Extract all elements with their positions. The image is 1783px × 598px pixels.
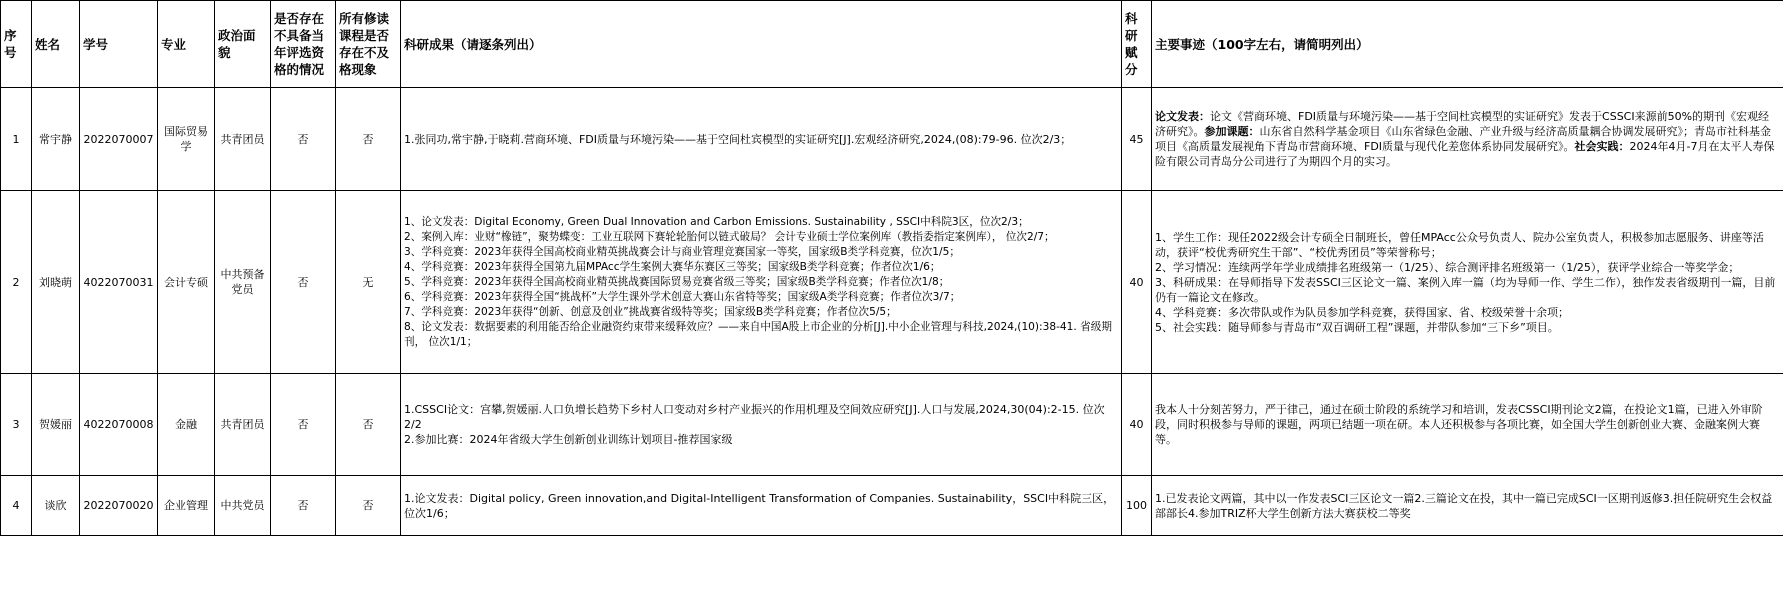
- cell-ineligible: 否: [271, 374, 336, 476]
- table-row: [1, 88, 1783, 191]
- cell-failed: 无: [336, 191, 401, 374]
- cell-ineligible: 否: [271, 88, 336, 191]
- deeds-text: 2024年4月-7月在太平人寿保险有限公司青岛分公司进行了为期四个月的实习。: [1155, 140, 1775, 168]
- deeds-label: 论文发表：: [1155, 110, 1210, 123]
- cell-deeds: [1152, 191, 1783, 374]
- cell-political: 中共党员: [215, 476, 271, 536]
- cell-deeds: 1.已发表论文两篇，其中以一作发表SCI三区论文一篇2.三篇论文在投，其中一篇已完成SCI一区期刊返修3.担任院研究生会权益部部长4.参加TRIZ杯大学生创新方法大赛获校二等奖: [1152, 476, 1783, 536]
- header-score: 科研赋分: [1122, 1, 1152, 88]
- deeds-item: 3、科研成果：在导师指导下发表SSCI三区论文一篇、案例入库一篇（均为导师一作、学生二作），独作发表省级期刊一篇，目前仍有一篇论文在修改。: [1155, 275, 1776, 304]
- cell-seq: 4: [1, 476, 32, 536]
- cell-ineligible: 否: [271, 191, 336, 374]
- cell-major: 金融: [158, 374, 215, 476]
- deeds-label: 社会实践：: [1574, 140, 1630, 153]
- cell-name: 贺媛丽: [32, 374, 80, 476]
- cell-deeds: 我本人十分刻苦努力，严于律己，通过在硕士阶段的系统学习和培训，发表CSSCI期刊论文2篇，在投论文1篇，已进入外审阶段，同时积极参与导师的课题，两项已结题一项在研。本人还积极参与各项比赛，如全国大学生创新创业大赛、金融案例大赛等。: [1152, 374, 1783, 476]
- deeds-item: 5、社会实践：随导师参与青岛市“双百调研工程”课题，并带队参加“三下乡”项目。: [1155, 320, 1559, 334]
- research-item: 7、学科竞赛：2023年获得“创新、创意及创业”挑战赛省级特等奖；国家级B类学科竞赛；作者位次5/5；: [404, 305, 897, 318]
- cell-failed: 否: [336, 476, 401, 536]
- header-research: 科研成果（请逐条列出）: [401, 1, 1122, 88]
- cell-research: [401, 476, 1122, 536]
- header-major: 专业: [158, 1, 215, 88]
- cell-research: [401, 88, 1122, 191]
- research-item: 2、案例入库：业财“橡链”，聚势蝶变：工业互联网下赛轮轮胎何以链式破局？ 会计专业硕士学位案例库（教指委指定案例库）， 位次2/7；: [404, 230, 1055, 243]
- deeds-text: 山东省自然科学基金项目《山东省绿色金融、产业升级与经济高质量耦合协调发展研究》；青岛市社科基金项目《高质量发展视角下青岛市营商环境、FDI质量与现代化差您体系协同发展研究》。: [1155, 125, 1771, 153]
- header-seq: 序号: [1, 1, 32, 88]
- header-deeds: 主要事迹（100字左右，请简明列出）: [1152, 1, 1783, 88]
- cell-political: 中共预备党员: [215, 191, 271, 374]
- cell-student-id: 4022070008: [80, 374, 158, 476]
- research-item: 1.张同功,常宇静,于晓莉.营商环境、FDI质量与环境污染——基于空间杜宾模型的实证研究[J].宏观经济研究,2024,(08):79-96. 位次2/3；: [404, 132, 1072, 146]
- cell-name: 常宇静: [32, 88, 80, 191]
- cell-score: 45: [1122, 88, 1152, 191]
- cell-political: 共青团员: [215, 88, 271, 191]
- cell-political: 共青团员: [215, 374, 271, 476]
- cell-score: 100: [1122, 476, 1152, 536]
- research-item: 2.参加比赛：2024年省级大学生创新创业训练计划项目-推荐国家级: [404, 433, 733, 446]
- table-row: [1, 476, 1783, 536]
- research-item: 1.论文发表：Digital policy, Green innovation,and Digital-Intelligent Transformation of Companies. Sustainability，SSCI中科院三区，位次1/6；: [404, 491, 1115, 520]
- cell-score: 40: [1122, 191, 1152, 374]
- research-item: 1、论文发表：Digital Economy, Green Dual Innovation and Carbon Emissions. Sustainability , SSCI中科院3区，位次2/3；: [404, 215, 1029, 228]
- cell-name: 谈欣: [32, 476, 80, 536]
- research-item: 4、学科竞赛：2023年获得全国第九届MPAcc学生案例大赛华东赛区三等奖；国家级B类学科竞赛；作者位次1/6；: [404, 260, 941, 273]
- header-political: 政治面貌: [215, 1, 271, 88]
- deeds-item: 2、学习情况：连续两学年学业成绩排名班级第一（1/25）、综合测评排名班级第一（1/25），获评学业综合一等奖学金；: [1155, 260, 1740, 274]
- cell-seq: 2: [1, 191, 32, 374]
- cell-student-id: 4022070031: [80, 191, 158, 374]
- cell-major: 企业管理: [158, 476, 215, 536]
- cell-seq: 3: [1, 374, 32, 476]
- research-item: 6、学科竞赛：2023年获得全国“挑战杯”大学生课外学术创意大赛山东省特等奖；国家级A类学科竞赛；作者位次3/7；: [404, 290, 961, 303]
- header-student-id: 学号: [80, 1, 158, 88]
- cell-research: [401, 374, 1122, 476]
- cell-name: 刘晓萌: [32, 191, 80, 374]
- header-ineligible: 是否存在不具备当年评选资格的情况: [271, 1, 336, 88]
- table-row: [1, 191, 1783, 374]
- deeds-item: 1、学生工作：现任2022级会计专硕全日制班长，曾任MPAcc公众号负责人、院办公室负责人，积极参加志愿服务、讲座等活动，获评“校优秀研究生干部”、“校优秀团员”等荣誉称号；: [1155, 230, 1764, 259]
- cell-ineligible: 否: [271, 476, 336, 536]
- cell-major: 国际贸易学: [158, 88, 215, 191]
- header-failed: 所有修读课程是否存在不及格现象: [336, 1, 401, 88]
- cell-seq: 1: [1, 88, 32, 191]
- cell-deeds: [1152, 88, 1783, 191]
- cell-failed: 否: [336, 374, 401, 476]
- research-item: 8、论文发表：数据要素的利用能否给企业融资约束带来缓释效应？——来自中国A股上市企业的分析[J].中小企业管理与科技,2024,(10):38-41. 省级期刊， 位次1/1；: [404, 320, 1112, 348]
- research-item: 1.CSSCI论文：宫攀,贺媛丽.人口负增长趋势下乡村人口变动对乡村产业振兴的作用机理及空间效应研究[J].人口与发展,2024,30(04):2-15. 位次2/2: [404, 403, 1105, 431]
- cell-research: [401, 191, 1122, 374]
- cell-major: 会计专硕: [158, 191, 215, 374]
- header-name: 姓名: [32, 1, 80, 88]
- research-item: 5、学科竞赛：2023年获得全国高校商业精英挑战赛国际贸易竞赛省级三等奖；国家级B类学科竞赛；作者位次1/8；: [404, 275, 950, 288]
- cell-student-id: 2022070007: [80, 88, 158, 191]
- table-header-row: [1, 1, 1783, 88]
- cell-score: 40: [1122, 374, 1152, 476]
- table-row: [1, 374, 1783, 476]
- deeds-item: 4、学科竞赛：多次带队或作为队员参加学科竞赛，获得国家、省、校级荣誉十余项；: [1155, 305, 1569, 319]
- cell-failed: 否: [336, 88, 401, 191]
- research-item: 3、学科竞赛：2023年获得全国高校商业精英挑战赛会计与商业管理竞赛国家一等奖，国家级B类学科竞赛，位次1/5；: [404, 245, 960, 258]
- deeds-label: 参加课题：: [1204, 125, 1260, 138]
- cell-student-id: 2022070020: [80, 476, 158, 536]
- deeds-text: 论文《营商环境、FDI质量与环境污染——基于空间杜宾模型的实证研究》发表于CSSCI来源前50%的期刊《宏观经济研究》。: [1155, 110, 1770, 138]
